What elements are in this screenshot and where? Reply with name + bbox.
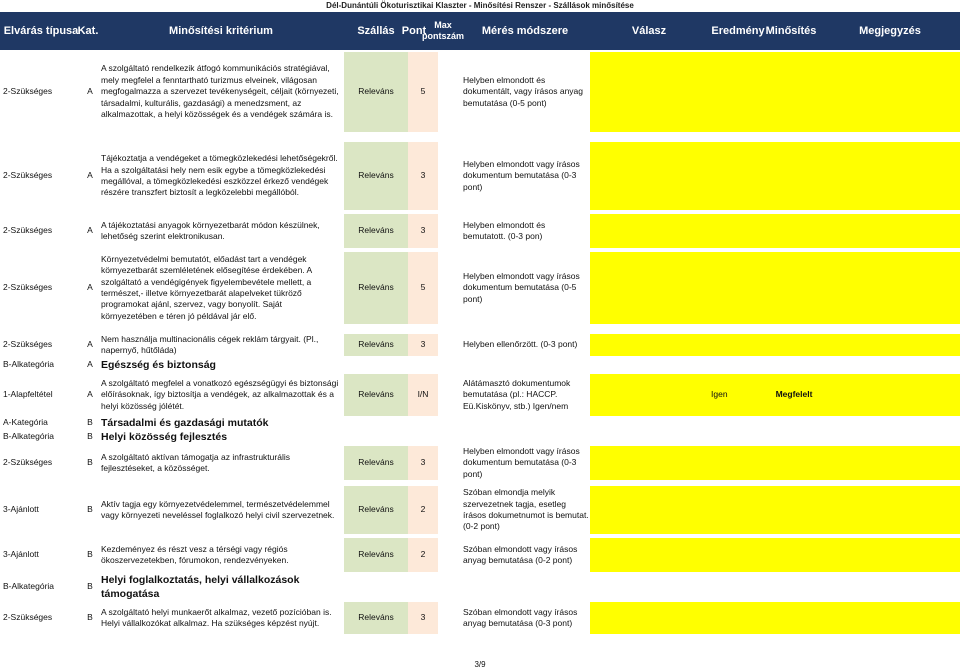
row-minosites [768, 252, 820, 324]
row-meres: Szóban elmondja melyik szervezetnek tagja, esetleg írásos dokumetnumot is bemutat. (0-2 pont) [463, 487, 589, 532]
row-eredmeny [708, 214, 768, 248]
row-kat: A [87, 339, 93, 350]
row-eredmeny [708, 252, 768, 324]
table-row [0, 142, 960, 210]
row-valasz[interactable] [590, 374, 708, 416]
row-type: 2-Szükséges [3, 339, 53, 350]
row-pont: 3 [408, 214, 438, 248]
row-kat: B [87, 581, 93, 592]
header-megjegyzes: Megjegyzés [859, 25, 921, 37]
row-megjegyzes[interactable] [820, 446, 960, 480]
row-pont: I/N [408, 374, 438, 416]
row-szallas: Releváns [344, 142, 408, 210]
row-megjegyzes[interactable] [820, 602, 960, 634]
row-szallas: Releváns [344, 538, 408, 572]
header-meres: Mérés módszere [481, 25, 569, 37]
header-minosites: Minősítés [765, 25, 817, 37]
row-pont: 2 [408, 538, 438, 572]
row-szallas: Releváns [344, 214, 408, 248]
row-criterion: Környezetvédelmi bemutatót, előadást tart a vendégek környezetbarát szemléletének elősegítése érdekében. A szolgáltató a vendégigények figyelembevétele mellett, a természet,- illetve környezetbarát alapelveket tükröző programokat ajánl, szervez, vagy bonyolít. Saját környezetében e téren jó példával jár elő. [101, 253, 312, 321]
section-row [0, 358, 960, 372]
row-kat: A [87, 170, 93, 181]
header-szallas: Szállás [357, 25, 395, 37]
row-megjegyzes[interactable] [820, 486, 960, 534]
row-type: 2-Szükséges [3, 612, 53, 623]
row-valasz[interactable] [590, 252, 708, 324]
row-megjegyzes[interactable] [820, 214, 960, 248]
table-row [0, 446, 960, 480]
page-number: 3/9 [474, 660, 486, 669]
row-megjegyzes[interactable] [820, 252, 960, 324]
row-valasz[interactable] [590, 334, 708, 356]
row-megjegyzes[interactable] [820, 374, 960, 416]
header-kriterium: Minősítési kritérium [169, 25, 273, 37]
row-type: 2-Szükséges [3, 86, 53, 97]
table-row [0, 214, 960, 248]
row-valasz[interactable] [590, 602, 708, 634]
row-criterion: Egészség és biztonság [101, 358, 216, 371]
row-pont: 3 [408, 446, 438, 480]
row-criterion: Helyi közösség fejlesztés [101, 430, 228, 443]
row-eredmeny [708, 486, 768, 534]
row-minosites [768, 486, 820, 534]
table-row [0, 252, 960, 324]
row-kat: B [87, 549, 93, 560]
row-pont: 3 [408, 602, 438, 634]
row-megjegyzes[interactable] [820, 538, 960, 572]
row-type: 2-Szükséges [3, 225, 53, 236]
row-criterion: A szolgáltató aktívan támogatja az infrastrukturális fejlesztéseket, a közösséget. [101, 451, 290, 473]
row-pont: 5 [408, 52, 438, 132]
row-szallas: Releváns [344, 602, 408, 634]
row-szallas: Releváns [344, 486, 408, 534]
row-szallas: Releváns [344, 334, 408, 356]
row-kat: B [87, 457, 93, 468]
header-valasz: Válasz [631, 25, 667, 37]
row-kat: A [87, 389, 93, 400]
row-megjegyzes[interactable] [820, 52, 960, 132]
row-eredmeny [708, 538, 768, 572]
row-kat: A [87, 359, 93, 370]
row-criterion: Kezdeményez és részt vesz a térségi vagy régiós ökoszervezetekben, fórumokon, rendezvényeken. [101, 543, 289, 565]
section-row [0, 416, 960, 430]
row-kat: B [87, 417, 93, 428]
row-szallas: Releváns [344, 252, 408, 324]
row-type: 3-Ajánlott [3, 549, 39, 560]
row-valasz[interactable] [590, 142, 708, 210]
row-meres: Helyben elmondott vagy írásos dokumentum bemutatása (0-3 pont) [463, 158, 580, 192]
row-szallas: Releváns [344, 374, 408, 416]
row-criterion: A szolgáltató rendelkezik átfogó kommunikációs stratégiával, mely megfelel a fenntartható turizmus elveinek, világosan megfogalmazza a szervezet tevékenységeit, céljait (környezeti, társadalmi, kulturális, gazdasági) a menedzsment, az alkalmazottak, a helyi közösségek és a vendégek számára is. [101, 63, 339, 120]
row-kat: A [87, 225, 93, 236]
document-title: Dél-Dunántúli Ökoturisztikai Klaszter - Minősítési Renszer - Szállások minősítése [326, 1, 634, 10]
row-type: B-Alkategória [3, 581, 55, 592]
header-kat: Kat. [77, 25, 99, 37]
row-pont: 3 [408, 334, 438, 356]
table-row [0, 486, 960, 534]
row-eredmeny [708, 602, 768, 634]
row-minosites: Megfelelt [768, 374, 820, 416]
row-minosites [768, 538, 820, 572]
table-row [0, 52, 960, 132]
row-eredmeny [708, 142, 768, 210]
row-pont: 3 [408, 142, 438, 210]
row-type: A-Kategória [3, 417, 48, 428]
table-row [0, 334, 960, 356]
row-szallas: Releváns [344, 52, 408, 132]
row-valasz[interactable] [590, 446, 708, 480]
row-minosites [768, 446, 820, 480]
row-type: 3-Ajánlott [3, 504, 39, 515]
row-megjegyzes[interactable] [820, 142, 960, 210]
row-eredmeny: Igen [708, 374, 768, 416]
row-eredmeny [708, 446, 768, 480]
row-kat: B [87, 504, 93, 515]
row-kat: B [87, 431, 93, 442]
row-type: 2-Szükséges [3, 170, 53, 181]
row-meres: Helyben elmondott és dokumentált, vagy írásos anyag bemutatása (0-5 pont) [463, 74, 584, 108]
row-criterion: A tájékoztatási anyagok környezetbarát módon készülnek, lehetőség szerint elektronikusan. [101, 219, 320, 241]
row-valasz[interactable] [590, 214, 708, 248]
row-meres: Helyben elmondott és bemutatott. (0-3 pon) [463, 219, 546, 241]
row-megjegyzes[interactable] [820, 334, 960, 356]
row-type: 2-Szükséges [3, 457, 53, 468]
row-eredmeny [708, 334, 768, 356]
row-criterion: A szolgáltató helyi munkaerőt alkalmaz, vezető pozícióban is. Helyi vállalkozókat alkalmaz. Ha szükséges képzést nyújt. [101, 606, 332, 628]
table-header [0, 12, 960, 50]
header-eredmeny: Eredmény [711, 25, 765, 37]
row-pont: 5 [408, 252, 438, 324]
table-row [0, 374, 960, 416]
row-valasz[interactable] [590, 486, 708, 534]
row-type: 1-Alapfeltétel [3, 389, 53, 400]
row-criterion: Társadalmi és gazdasági mutatók [101, 416, 269, 429]
row-meres: Szóban elmondott vagy írásos anyag bemutatása (0-2 pont) [463, 543, 578, 565]
row-type: 2-Szükséges [3, 282, 53, 293]
row-meres: Helyben elmondott vagy írásos dokumentum bemutatása (0-3 pont) [463, 445, 580, 479]
header-pont: Pont [401, 25, 427, 37]
row-kat: A [87, 86, 93, 97]
row-meres: Szóban elmondott vagy írásos anyag bemutatása (0-3 pont) [463, 606, 578, 628]
row-criterion: Aktív tagja egy környezetvédelemmel, természetvédelemmel vagy környezeti neveléssel foglalkozó helyi civil szervezetnek. [101, 498, 335, 520]
row-minosites [768, 52, 820, 132]
header-elvaras: Elvárás típusa [3, 25, 79, 37]
row-criterion: Nem használja multinacionális cégek reklám tárgyait. (Pl., napernyő, hűtőláda) [101, 333, 319, 355]
table-row [0, 602, 960, 634]
row-eredmeny [708, 52, 768, 132]
row-criterion: Helyi foglalkoztatás, helyi vállalkozások támogatása [101, 573, 300, 600]
row-valasz[interactable] [590, 52, 708, 132]
row-kat: B [87, 612, 93, 623]
row-criterion: Tájékoztatja a vendégeket a tömegközlekedési lehetőségekről. Ha a szolgáltatási hely nem esik egybe a tömegközlekedési megállóval, a tömegközlekedési eszközzel érkező vendégek részére transzfert biztosít a legközelebbi megállóból. [101, 153, 338, 198]
row-type: B-Alkategória [3, 359, 55, 370]
row-minosites [768, 142, 820, 210]
table-row [0, 538, 960, 572]
row-szallas: Releváns [344, 446, 408, 480]
row-minosites [768, 334, 820, 356]
row-minosites [768, 214, 820, 248]
row-type: B-Alkategória [3, 431, 55, 442]
header-max: Max pontszám [422, 20, 465, 41]
section-row [0, 573, 960, 600]
row-kat: A [87, 282, 93, 293]
row-meres: Helyben elmondott vagy írásos dokumentum bemutatása (0-5 pont) [463, 270, 580, 304]
row-meres: Alátámasztó dokumentumok bemutatása (pl.: HACCP. Eü.Kiskönyv, stb.) Igen/nem [463, 377, 571, 411]
row-meres: Helyben ellenőrzött. (0-3 pont) [463, 339, 578, 350]
row-pont: 2 [408, 486, 438, 534]
section-row [0, 430, 960, 444]
row-minosites [768, 602, 820, 634]
row-valasz[interactable] [590, 538, 708, 572]
row-criterion: A szolgáltató megfelel a vonatkozó egészségügyi és biztonsági előírásoknak, így biztosítja a vendégek, az alkalmazottak és a helyi közösség jólétét. [101, 377, 339, 411]
